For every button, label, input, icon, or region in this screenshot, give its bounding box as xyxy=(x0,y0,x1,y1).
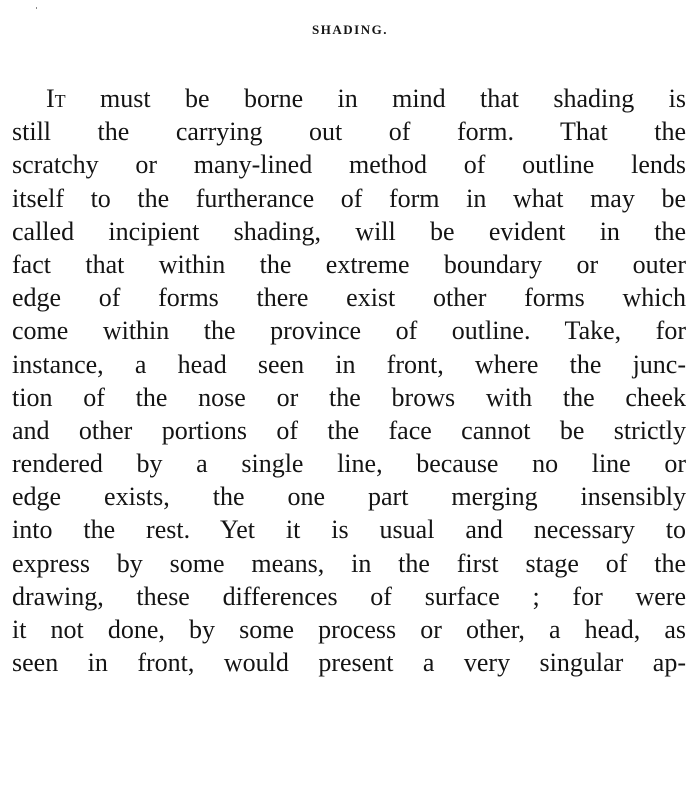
lead-word: It xyxy=(46,84,66,113)
paragraph-line-15: express by some means, in the first stage of the xyxy=(12,548,686,578)
paragraph-line-8: come within the province of outline. Take, for xyxy=(12,316,686,346)
paragraph-line-3: scratchy or many-lined method of outline lends xyxy=(12,150,686,180)
paragraph-line-12: rendered by a single line, because no line or xyxy=(12,449,686,479)
paragraph-line-14: into the rest. Yet it is usual and necessary to xyxy=(12,515,686,545)
paragraph-line-4: itself to the furtherance of form in what may be xyxy=(12,183,686,213)
paragraph-line-6: fact that within the extreme boundary or outer xyxy=(12,249,686,279)
paragraph-line-11: and other portions of the face cannot be strictly xyxy=(12,415,686,445)
paragraph-line-18: seen in front, would present a very singular ap- xyxy=(12,648,686,678)
paragraph-line-17: it not done, by some process or other, a head, as xyxy=(12,615,686,644)
paragraph-line-7: edge of forms there exist other forms which xyxy=(12,283,686,313)
paragraph-line-9: instance, a head seen in front, where the junc- xyxy=(12,349,686,379)
paragraph-line-5: called incipient shading, will be evident in the xyxy=(12,216,686,246)
stray-ink-mark xyxy=(36,7,37,9)
body-paragraph xyxy=(12,82,686,679)
paragraph-line-13: edge exists, the one part merging insensibly xyxy=(12,482,686,512)
paragraph-line-2: still the carrying out of form. That the xyxy=(12,117,686,147)
running-head: SHADING. xyxy=(312,22,388,37)
paragraph-line-10: tion of the nose or the brows with the cheek xyxy=(12,382,686,412)
paragraph-line-1 xyxy=(12,82,686,115)
paragraph-line-16: drawing, these differences of surface ; for were xyxy=(12,581,686,611)
line-text: must be borne in mind that shading is xyxy=(65,84,686,113)
